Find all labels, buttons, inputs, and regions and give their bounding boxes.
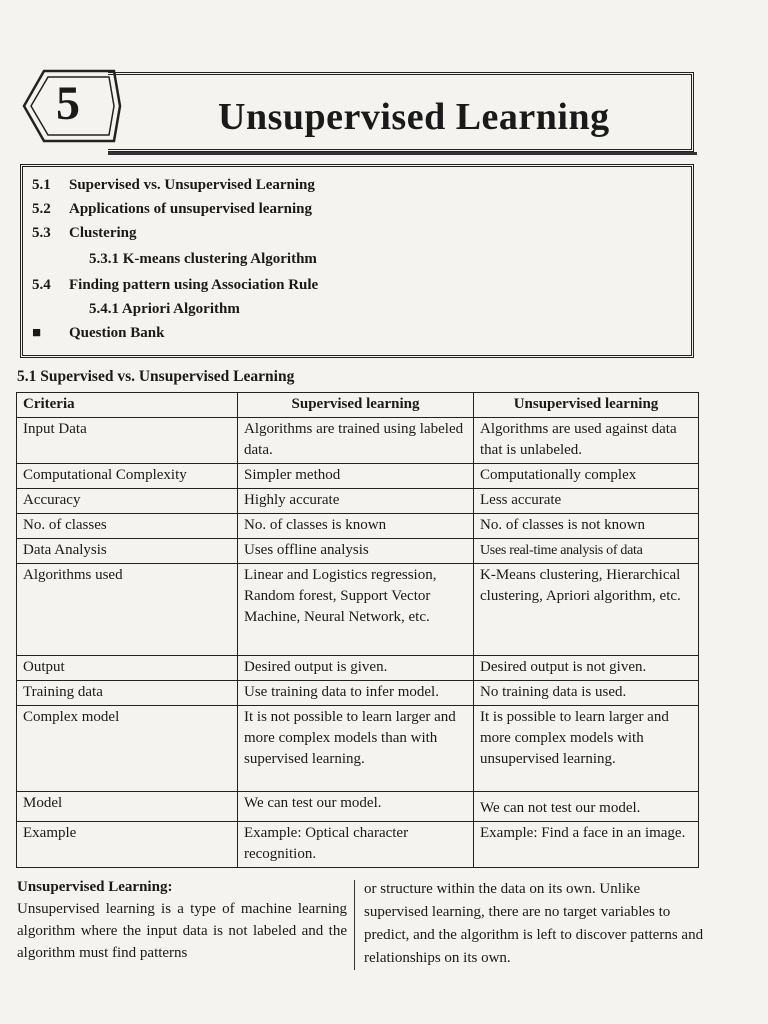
criteria-cell: Training data	[17, 681, 238, 706]
table-row	[17, 464, 699, 489]
table-header-row	[17, 393, 699, 418]
table-row	[17, 539, 699, 564]
criteria-cell: Output	[17, 656, 238, 681]
toc-text: Supervised vs. Unsupervised Learning	[69, 177, 315, 193]
supervised-cell: Simpler method	[238, 464, 474, 489]
supervised-cell: We can test our model.	[238, 792, 474, 822]
toc-text: 5.4.1 Apriori Algorithm	[89, 301, 240, 317]
table-row	[17, 418, 699, 464]
toc-text: Question Bank	[69, 325, 165, 341]
table-row	[17, 681, 699, 706]
toc-number: 5.1	[32, 177, 51, 193]
supervised-cell: Desired output is given.	[238, 656, 474, 681]
criteria-cell: Computational Complexity	[17, 464, 238, 489]
section-heading: 5.1 Supervised vs. Unsupervised Learning	[17, 368, 295, 385]
supervised-cell: Example: Optical character recognition.	[238, 822, 474, 868]
supervised-cell: Highly accurate	[238, 489, 474, 514]
unsupervised-cell: No. of classes is not known	[474, 514, 699, 539]
supervised-cell: Use training data to infer model.	[238, 681, 474, 706]
unsupervised-cell: We can not test our model.	[474, 792, 699, 822]
unsupervised-cell: No training data is used.	[474, 681, 699, 706]
header-unsupervised: Unsupervised learning	[474, 393, 699, 418]
chapter-number: 5	[56, 77, 80, 130]
bullet-square-icon: ■	[32, 325, 42, 341]
supervised-cell: Linear and Logistics regression, Random forest, Support Vector Machine, Neural Network, etc.	[238, 564, 474, 656]
toc-number: 5.2	[32, 201, 51, 217]
table-row	[17, 564, 699, 656]
toc-text: 5.3.1 K-means clustering Algorithm	[89, 251, 317, 267]
definition-column-right	[364, 878, 704, 970]
supervised-cell: Algorithms are trained using labeled data.	[238, 418, 474, 464]
toc-text: Finding pattern using Association Rule	[69, 277, 319, 293]
definition-heading: Unsupervised Learning:	[17, 879, 173, 895]
criteria-cell: Model	[17, 792, 238, 822]
table-row	[17, 514, 699, 539]
criteria-cell: No. of classes	[17, 514, 238, 539]
supervised-cell: It is not possible to learn larger and more complex models than with supervised learning.	[238, 706, 474, 792]
table-row	[17, 706, 699, 792]
unsupervised-cell: Example: Find a face in an image.	[474, 822, 699, 868]
comparison-table	[16, 392, 699, 868]
table-row	[17, 792, 699, 822]
criteria-cell: Example	[17, 822, 238, 868]
header-criteria: Criteria	[17, 393, 238, 418]
supervised-cell: Uses offline analysis	[238, 539, 474, 564]
toc-text: Clustering	[69, 225, 137, 241]
chapter-title: Unsupervised Learning	[218, 96, 610, 138]
table-row	[17, 656, 699, 681]
criteria-cell: Algorithms used	[17, 564, 238, 656]
criteria-cell: Input Data	[17, 418, 238, 464]
unsupervised-cell: Algorithms are used against data that is unlabeled.	[474, 418, 699, 464]
toc-number: 5.4	[32, 277, 51, 293]
criteria-cell: Complex model	[17, 706, 238, 792]
toc-text: Applications of unsupervised learning	[69, 201, 312, 217]
table-row	[17, 822, 699, 868]
criteria-cell: Accuracy	[17, 489, 238, 514]
unsupervised-cell: It is possible to learn larger and more complex models with unsupervised learning.	[474, 706, 699, 792]
unsupervised-cell: K-Means clustering, Hierarchical clustering, Apriori algorithm, etc.	[474, 564, 699, 656]
unsupervised-cell: Desired output is not given.	[474, 656, 699, 681]
chapter-contents	[20, 164, 694, 358]
toc-number: 5.3	[32, 225, 51, 241]
column-divider	[354, 880, 355, 970]
unsupervised-cell: Uses real-time analysis of data	[474, 539, 699, 564]
header-supervised: Supervised learning	[238, 393, 474, 418]
unsupervised-cell: Computationally complex	[474, 464, 699, 489]
supervised-cell: No. of classes is known	[238, 514, 474, 539]
definition-column-left	[17, 876, 347, 964]
criteria-cell: Data Analysis	[17, 539, 238, 564]
definition-text-left: Unsupervised learning is a type of machine learning algorithm where the input data is not labeled and the algorithm must find patterns	[17, 901, 347, 961]
unsupervised-cell: Less accurate	[474, 489, 699, 514]
table-row	[17, 489, 699, 514]
chapter-number-badge	[20, 68, 122, 144]
definition-text-right: or structure within the data on its own. Unlike supervised learning, there are no target variables to predict, and the algorithm is left to discover patterns and relationships on its own.	[364, 881, 704, 966]
